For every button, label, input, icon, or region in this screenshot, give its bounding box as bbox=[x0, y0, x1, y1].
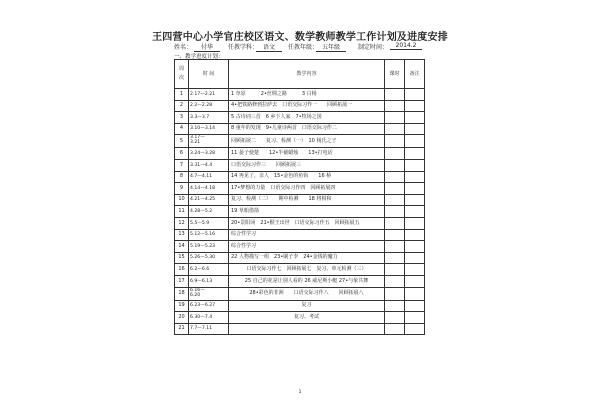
subject-value: 语文 bbox=[256, 42, 282, 52]
content-cell: 11 晏子使楚 12•半截蜡烛 13•打电话 bbox=[229, 148, 385, 160]
header-remarks: 备注 bbox=[405, 60, 425, 89]
table-row bbox=[175, 229, 425, 241]
time-cell: 4.28—5.2 bbox=[189, 206, 229, 218]
hours-cell bbox=[385, 183, 405, 195]
content-cell: 回顾拓展二 复习、检测（一） 10 杨氏之子 bbox=[229, 135, 385, 148]
week-cell: 16 bbox=[175, 264, 189, 276]
section-heading: 一、教学进度计划： bbox=[174, 54, 224, 60]
remarks-cell bbox=[405, 206, 425, 218]
time-cell: 5.12—5.16 bbox=[189, 229, 229, 241]
content-cell: 22 人物描写一组 23•刷子李 24•金钱的魔力 bbox=[229, 252, 385, 264]
hours-cell bbox=[385, 252, 405, 264]
table-row bbox=[175, 252, 425, 264]
time-cell: 2.17—2.21 bbox=[189, 89, 229, 101]
remarks-cell bbox=[405, 312, 425, 324]
remarks-cell bbox=[405, 159, 425, 171]
week-cell: 10 bbox=[175, 194, 189, 206]
time-cell: 4.14—4.18 bbox=[189, 183, 229, 195]
week-cell: 11 bbox=[175, 206, 189, 218]
content-cell: 20•景阳冈 21•猴王出世 口语交际习作五 回顾拓展五 bbox=[229, 217, 385, 229]
remarks-cell bbox=[405, 217, 425, 229]
page-number: 1 bbox=[298, 390, 302, 395]
week-cell: 15 bbox=[175, 252, 189, 264]
hours-cell bbox=[385, 275, 405, 287]
content-cell: 28•彩色的非洲 口语交际习作八 回顾拓展八 bbox=[229, 287, 385, 300]
remarks-cell bbox=[405, 171, 425, 183]
hours-cell bbox=[385, 194, 405, 206]
content-cell: 复习、考试 bbox=[229, 312, 385, 324]
hours-cell bbox=[385, 171, 405, 183]
hours-cell bbox=[385, 229, 405, 241]
content-cell: 4•把铁路修到拉萨去 口语交际习作一 回顾拓展一 bbox=[229, 100, 385, 112]
week-cell: 21 bbox=[175, 323, 189, 335]
hours-cell bbox=[385, 300, 405, 312]
teacher-info-line bbox=[174, 42, 430, 52]
table-row bbox=[175, 323, 425, 335]
content-cell: 口语交际习作七 回顾拓展七 复习、单元检测（三） bbox=[229, 264, 385, 276]
content-cell: 综合性学习 bbox=[229, 241, 385, 253]
week-cell: 20 bbox=[175, 312, 189, 324]
table-row bbox=[175, 171, 425, 183]
hours-cell bbox=[385, 112, 405, 124]
content-cell: 1 草原 2•丝绸之路 3 白杨 bbox=[229, 89, 385, 101]
table-row bbox=[175, 89, 425, 101]
hours-cell bbox=[385, 135, 405, 148]
time-cell: 3.3—3.7 bbox=[189, 112, 229, 124]
time-cell: 2.2—2.28 bbox=[189, 100, 229, 112]
week-cell: 14 bbox=[175, 241, 189, 253]
table-row bbox=[175, 100, 425, 112]
week-cell: 6 bbox=[175, 148, 189, 160]
table-row bbox=[175, 300, 425, 312]
week-cell: 2 bbox=[175, 100, 189, 112]
content-cell: 综合性学习 bbox=[229, 229, 385, 241]
table-row bbox=[175, 183, 425, 195]
time-cell: 4.21—4.25 bbox=[189, 194, 229, 206]
remarks-cell bbox=[405, 89, 425, 101]
header-hours: 课时 bbox=[385, 60, 405, 89]
content-cell: 口语交际习作三 回顾拓展三 bbox=[229, 159, 385, 171]
hours-cell bbox=[385, 159, 405, 171]
content-cell: 复习、检测（二） 期中检测 18 将相和 bbox=[229, 194, 385, 206]
table-row bbox=[175, 217, 425, 229]
date-value: 2014.2 bbox=[390, 42, 422, 50]
hours-cell bbox=[385, 323, 405, 335]
time-cell: 4.7—4.11 bbox=[189, 171, 229, 183]
week-cell: 9 bbox=[175, 183, 189, 195]
remarks-cell bbox=[405, 300, 425, 312]
remarks-cell bbox=[405, 100, 425, 112]
remarks-cell bbox=[405, 148, 425, 160]
week-cell: 5 bbox=[175, 135, 189, 148]
time-cell: 5.26—5.30 bbox=[189, 252, 229, 264]
content-cell: 复习 bbox=[229, 300, 385, 312]
table-row bbox=[175, 194, 425, 206]
remarks-cell bbox=[405, 183, 425, 195]
date-label: 制定时间： bbox=[358, 44, 389, 51]
table-row bbox=[175, 159, 425, 171]
remarks-cell bbox=[405, 323, 425, 335]
content-cell: 19 草船借箭 bbox=[229, 206, 385, 218]
time-cell: 7.7—7.11 bbox=[189, 323, 229, 335]
week-cell: 13 bbox=[175, 229, 189, 241]
week-cell: 19 bbox=[175, 300, 189, 312]
week-cell: 1 bbox=[175, 89, 189, 101]
subject-label: 任教学科： bbox=[228, 44, 259, 51]
content-cell: 14 再见了，亲人 15•金色的鱼钩 16 桥 bbox=[229, 171, 385, 183]
table-header-row bbox=[175, 60, 425, 89]
table-row bbox=[175, 275, 425, 287]
remarks-cell bbox=[405, 135, 425, 148]
hours-cell bbox=[385, 312, 405, 324]
name-value: 付华 bbox=[194, 42, 220, 52]
header-content: 教学内容 bbox=[229, 60, 385, 89]
remarks-cell bbox=[405, 264, 425, 276]
time-cell: 3.17— 3.21 bbox=[189, 135, 229, 148]
week-cell: 4 bbox=[175, 123, 189, 135]
table-row bbox=[175, 264, 425, 276]
table-row bbox=[175, 112, 425, 124]
hours-cell bbox=[385, 206, 405, 218]
time-cell: 3.10—3.14 bbox=[189, 123, 229, 135]
week-cell: 12 bbox=[175, 217, 189, 229]
table-row bbox=[175, 287, 425, 300]
time-cell: 6.30—7.4 bbox=[189, 312, 229, 324]
table-row bbox=[175, 241, 425, 253]
header-time: 时 间 bbox=[189, 60, 229, 89]
remarks-cell bbox=[405, 194, 425, 206]
grade-value: 五年级 bbox=[316, 42, 346, 52]
remarks-cell bbox=[405, 112, 425, 124]
remarks-cell bbox=[405, 287, 425, 300]
remarks-cell bbox=[405, 252, 425, 264]
content-cell: 8 童年的发现 9•儿童诗两首 口语交际习作二 bbox=[229, 123, 385, 135]
remarks-cell bbox=[405, 123, 425, 135]
time-cell: 3.31—4.4 bbox=[189, 159, 229, 171]
remarks-cell bbox=[405, 275, 425, 287]
content-cell bbox=[229, 323, 385, 335]
hours-cell bbox=[385, 89, 405, 101]
time-cell: 3.24—3.28 bbox=[189, 148, 229, 160]
time-cell: 5.5—5.9 bbox=[189, 217, 229, 229]
content-cell: 25 自己的花是让别人看的 26 威尼斯小艇 27•与象共舞 bbox=[229, 275, 385, 287]
week-cell: 8 bbox=[175, 171, 189, 183]
time-cell: 6.23—6.27 bbox=[189, 300, 229, 312]
hours-cell bbox=[385, 100, 405, 112]
table-row bbox=[175, 206, 425, 218]
hours-cell bbox=[385, 217, 405, 229]
page-title: 王四营中心小学官庄校区语文、数学教师教学工作计划及进度安排 bbox=[152, 32, 448, 43]
time-cell: 5.19—5.23 bbox=[189, 241, 229, 253]
hours-cell bbox=[385, 123, 405, 135]
week-cell: 18 bbox=[175, 287, 189, 300]
time-cell: 6.2—6.6 bbox=[189, 264, 229, 276]
content-cell: 17•梦想的力量 口语交际习作四 回顾拓展四 bbox=[229, 183, 385, 195]
table-row bbox=[175, 148, 425, 160]
table-row bbox=[175, 312, 425, 324]
week-cell: 3 bbox=[175, 112, 189, 124]
table-row bbox=[175, 135, 425, 148]
time-cell: 6.9—6.13 bbox=[189, 275, 229, 287]
grade-label: 任教年级： bbox=[288, 44, 319, 51]
time-cell: 6.16— 6.20 bbox=[189, 287, 229, 300]
remarks-cell bbox=[405, 241, 425, 253]
header-week: 周 次 bbox=[175, 60, 189, 89]
name-label: 姓名： bbox=[174, 44, 193, 51]
hours-cell bbox=[385, 287, 405, 300]
content-cell: 5 古诗词三首 6 乡下人家 7•牧场之国 bbox=[229, 112, 385, 124]
hours-cell bbox=[385, 148, 405, 160]
week-cell: 17 bbox=[175, 275, 189, 287]
table-row bbox=[175, 123, 425, 135]
remarks-cell bbox=[405, 229, 425, 241]
hours-cell bbox=[385, 264, 405, 276]
schedule-table bbox=[174, 59, 425, 335]
hours-cell bbox=[385, 241, 405, 253]
week-cell: 7 bbox=[175, 159, 189, 171]
